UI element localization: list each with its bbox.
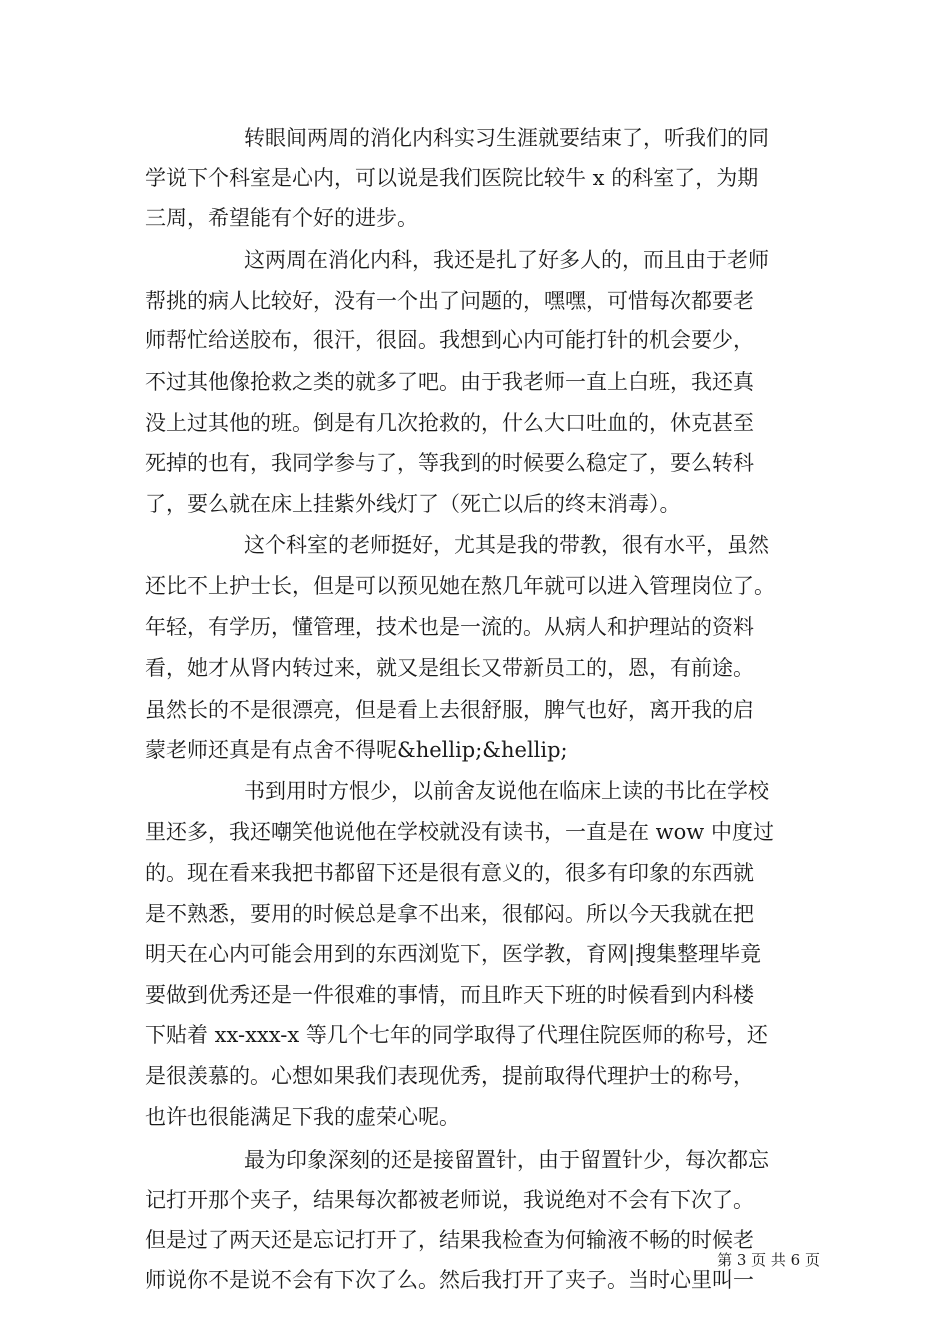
paragraph-line: 是很羡慕的。心想如果我们表现优秀，提前取得代理护士的称号，: [145, 1064, 754, 1088]
paragraph-line: 书到用时方恨少，以前舍友说他在临床上读的书比在学校: [244, 779, 769, 803]
paragraph-line: 要做到优秀还是一件很难的事情，而且昨天下班的时候看到内科楼: [145, 983, 754, 1007]
paragraph-line: 这个科室的老师挺好，尤其是我的带教，很有水平，虽然: [244, 533, 769, 557]
paragraph-line: 学说下个科室是心内，可以说是我们医院比较牛 x 的科室了，为期: [145, 166, 759, 190]
paragraph-line: 里还多，我还嘲笑他说他在学校就没有读书，一直是在 wow 中度过: [145, 820, 774, 844]
paragraph-line: 蒙老师还真是有点舍不得呢&hellip;&hellip;: [145, 738, 568, 762]
paragraph-line: 虽然长的不是很漂亮，但是看上去很舒服，脾气也好，离开我的启: [145, 698, 754, 722]
paragraph-line: 转眼间两周的消化内科实习生涯就要结束了，听我们的同: [244, 126, 769, 150]
paragraph-line: 年轻，有学历，懂管理，技术也是一流的。从病人和护理站的资料: [145, 615, 754, 639]
paragraph-line: 帮挑的病人比较好，没有一个出了问题的，嘿嘿，可惜每次都要老: [145, 289, 754, 313]
paragraph-line: 也许也很能满足下我的虚荣心呢。: [145, 1105, 460, 1129]
paragraph-line: 看，她才从肾内转过来，就又是组长又带新员工的，恩，有前途。: [145, 656, 754, 680]
paragraph-line: 师说你不是说不会有下次了么。然后我打开了夹子。当时心里叫一: [145, 1268, 754, 1292]
paragraph-line: 不过其他像抢救之类的就多了吧。由于我老师一直上白班，我还真: [145, 370, 754, 394]
paragraph-line: 但是过了两天还是忘记打开了，结果我检查为何输液不畅的时候老: [145, 1228, 754, 1252]
paragraph-line: 师帮忙给送胶布，很汗，很囧。我想到心内可能打针的机会要少，: [145, 328, 754, 352]
paragraph-line: 还比不上护士长，但是可以预见她在熬几年就可以进入管理岗位了。: [145, 574, 775, 598]
paragraph-line: 了，要么就在床上挂紫外线灯了（死亡以后的终末消毒）。: [145, 492, 681, 516]
paragraph-line: 这两周在消化内科，我还是扎了好多人的，而且由于老师: [244, 248, 769, 272]
page-number: 第 3 页 共 6 页: [717, 1251, 820, 1269]
paragraph-line: 三周，希望能有个好的进步。: [145, 206, 418, 230]
paragraph-line: 下贴着 xx-xxx-x 等几个七年的同学取得了代理住院医师的称号，还: [145, 1023, 768, 1047]
paragraph-line: 是不熟悉，要用的时候总是拿不出来，很郁闷。所以今天我就在把: [145, 902, 754, 926]
paragraph-line: 明天在心内可能会用到的东西浏览下，医学教，育网|搜集整理毕竟: [145, 942, 762, 966]
paragraph-line: 没上过其他的班。倒是有几次抢救的，什么大口吐血的，休克甚至: [145, 411, 754, 435]
paragraph-line: 记打开那个夹子，结果每次都被老师说，我说绝对不会有下次了。: [145, 1188, 754, 1212]
paragraph-line: 死掉的也有，我同学参与了，等我到的时候要么稳定了，要么转科: [145, 451, 754, 475]
paragraph-line: 的。现在看来我把书都留下还是很有意义的，很多有印象的东西就: [145, 861, 754, 885]
paragraph-line: 最为印象深刻的还是接留置针，由于留置针少，每次都忘: [244, 1148, 769, 1172]
